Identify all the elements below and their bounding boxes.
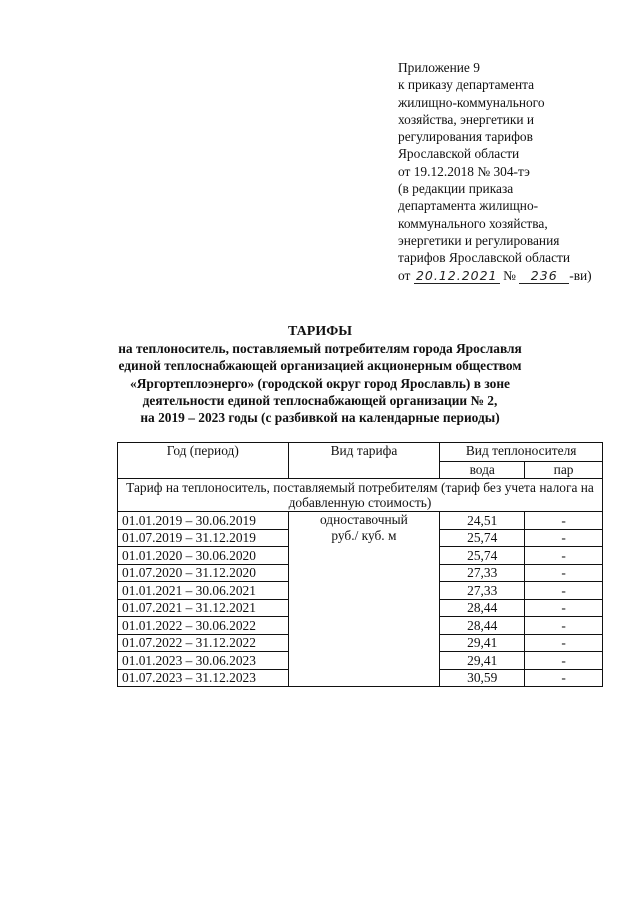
cell-steam: - [525, 599, 603, 617]
appendix-order-line [398, 267, 634, 284]
appendix-line: к приказу департамента [398, 77, 535, 93]
cell-steam: - [525, 617, 603, 635]
cell-water: 29,41 [440, 652, 525, 670]
table-note-row [118, 479, 603, 512]
cell-period: 01.07.2020 – 31.12.2020 [118, 564, 289, 582]
tariff-kind-unit: руб./ куб. м [331, 527, 397, 543]
cell-period: 01.07.2021 – 31.12.2021 [118, 599, 289, 617]
appendix-line: регулирования тарифов [398, 129, 533, 145]
cell-water: 25,74 [440, 547, 525, 565]
appendix-block [398, 59, 634, 284]
title-line: на 2019 – 2023 годы (с разбивкой на календарные периоды) [140, 410, 500, 426]
title-line: единой теплоснабжающей организацией акционерным обществом [118, 358, 522, 374]
appendix-line: хозяйства, энергетики и [398, 111, 535, 127]
order-number-sign: № [503, 267, 516, 283]
cell-steam: - [525, 564, 603, 582]
header-steam: пар [525, 462, 603, 479]
appendix-line: департамента жилищно- [398, 198, 539, 214]
cell-steam: - [525, 669, 603, 687]
cell-period: 01.01.2020 – 30.06.2020 [118, 547, 289, 565]
cell-period: 01.07.2023 – 31.12.2023 [118, 669, 289, 687]
appendix-line: Ярославской области [398, 146, 520, 162]
appendix-line: от 19.12.2018 № 304-тэ [398, 163, 530, 179]
cell-period: 01.07.2022 – 31.12.2022 [118, 634, 289, 652]
appendix-line: коммунального хозяйства, [398, 215, 548, 231]
cell-water: 30,59 [440, 669, 525, 687]
header-period: Год (период) [118, 443, 289, 479]
cell-water: 27,33 [440, 582, 525, 600]
appendix-line: Приложение 9 [398, 60, 480, 75]
title-main: ТАРИФЫ [288, 324, 352, 339]
tariff-table [117, 442, 603, 687]
cell-water: 24,51 [440, 512, 525, 530]
cell-steam: - [525, 529, 603, 547]
cell-steam: - [525, 547, 603, 565]
handwritten-order-number: 236 [519, 269, 569, 284]
document-title [100, 323, 540, 426]
header-carrier: Вид теплоносителя [440, 443, 603, 462]
appendix-line: жилищно-коммунального [398, 94, 545, 110]
cell-period: 01.01.2021 – 30.06.2021 [118, 582, 289, 600]
cell-steam: - [525, 582, 603, 600]
order-date-prefix: от [398, 267, 411, 283]
table-row [118, 512, 603, 530]
cell-steam: - [525, 512, 603, 530]
cell-water: 28,44 [440, 599, 525, 617]
handwritten-order-date: 20.12.2021 [414, 269, 500, 284]
appendix-line: энергетики и регулирования [398, 232, 560, 248]
cell-water: 29,41 [440, 634, 525, 652]
cell-tariff-kind [288, 512, 440, 687]
title-line: на теплоноситель, поставляемый потребителям города Ярославля [118, 341, 522, 357]
table-header-row [118, 443, 603, 462]
appendix-line: (в редакции приказа [398, 181, 514, 197]
title-line: «Яргортеплоэнерго» (городской округ город Ярославль) в зоне [130, 375, 510, 391]
cell-period: 01.01.2022 – 30.06.2022 [118, 617, 289, 635]
order-number-suffix: -ви) [569, 267, 592, 283]
tariff-kind-line: одноставочный [319, 512, 408, 527]
cell-steam: - [525, 634, 603, 652]
cell-water: 25,74 [440, 529, 525, 547]
header-tariff-type: Вид тарифа [288, 443, 440, 479]
appendix-line: тарифов Ярославской области [398, 250, 571, 266]
cell-water: 28,44 [440, 617, 525, 635]
header-water: вода [440, 462, 525, 479]
cell-period: 01.01.2023 – 30.06.2023 [118, 652, 289, 670]
cell-period: 01.07.2019 – 31.12.2019 [118, 529, 289, 547]
title-line: деятельности единой теплоснабжающей организации № 2, [142, 392, 498, 408]
cell-period: 01.01.2019 – 30.06.2019 [118, 512, 289, 530]
table-note: Тариф на теплоноситель, поставляемый потребителям (тариф без учета налога на добавленную стоимость) [118, 479, 603, 512]
cell-water: 27,33 [440, 564, 525, 582]
cell-steam: - [525, 652, 603, 670]
